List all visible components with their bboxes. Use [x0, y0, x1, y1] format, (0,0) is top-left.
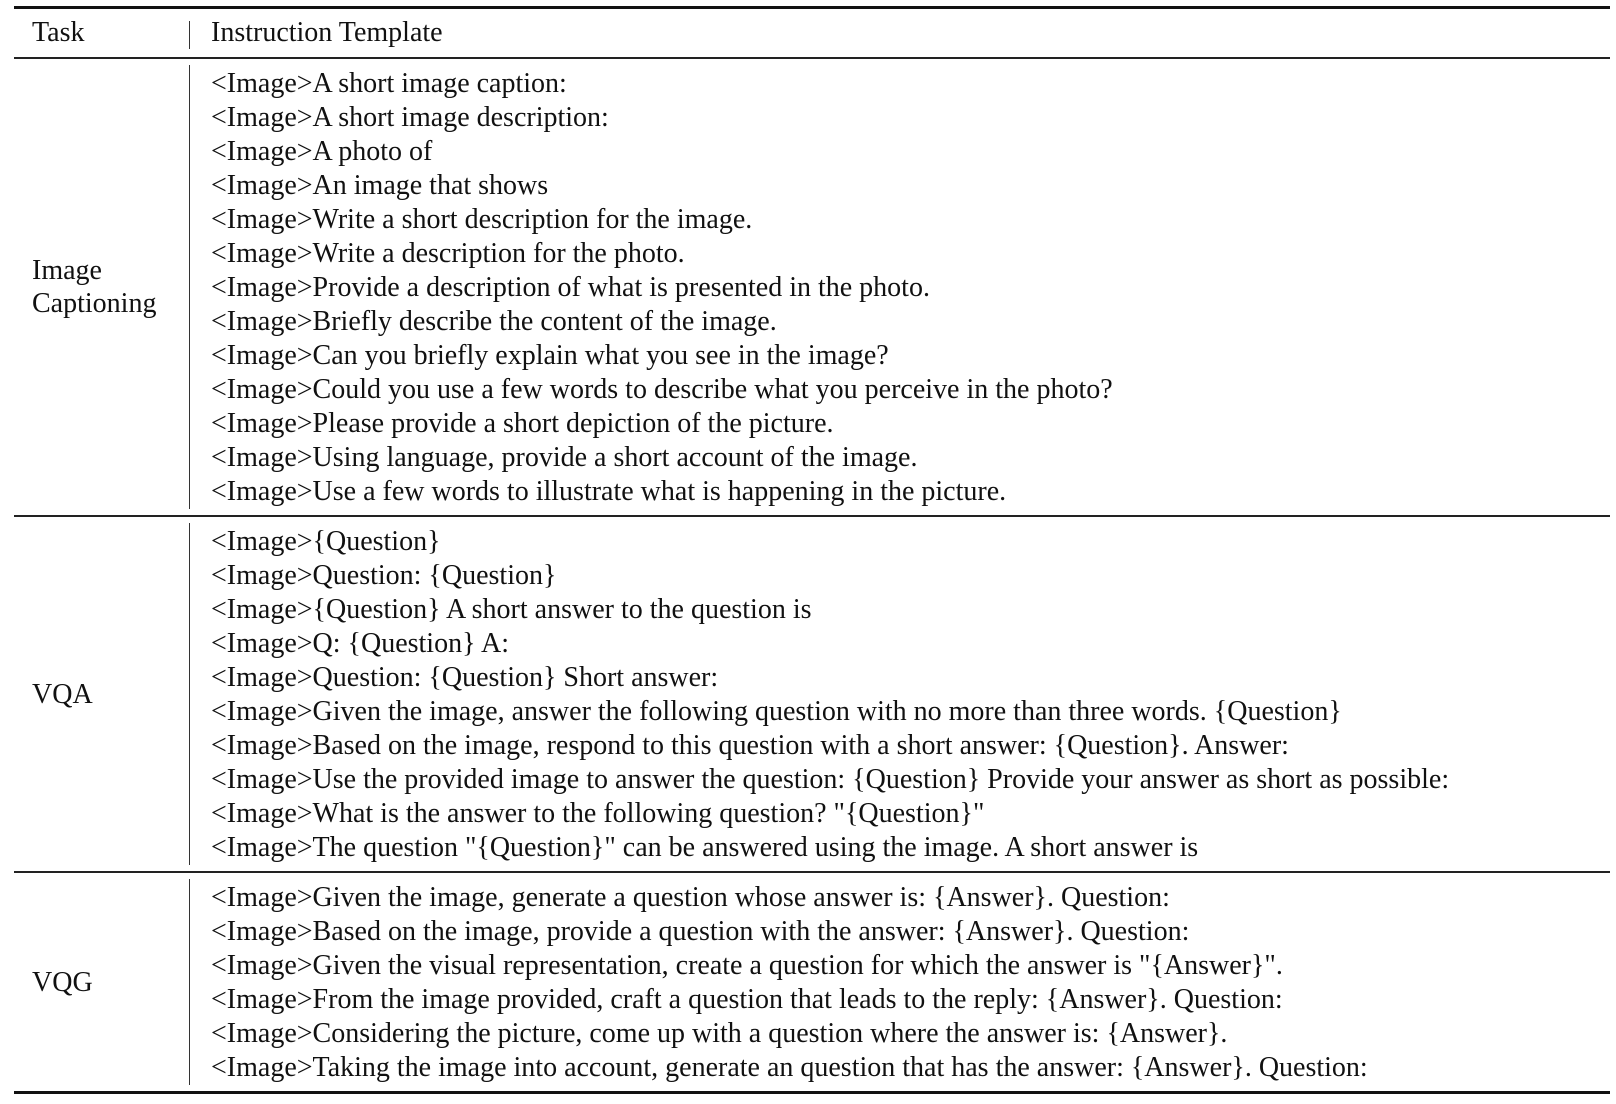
template-line: <Image>Given the image, answer the following question with no more than three words. {Question} — [211, 696, 1342, 727]
template-line: <Image>Briefly describe the content of the image. — [211, 306, 777, 337]
section-padding — [14, 509, 1610, 515]
section-vqg — [14, 873, 1610, 1091]
template-line: <Image>From the image provided, craft a question that leads to the reply: {Answer}. Question: — [211, 984, 1283, 1015]
column-separator — [189, 65, 190, 509]
column-separator — [189, 879, 190, 1085]
template-line: <Image>Use a few words to illustrate what is happening in the picture. — [211, 476, 1007, 507]
template-line: <Image>Use the provided image to answer the question: {Question} Provide your answer as short as possible: — [211, 764, 1450, 795]
template-line: <Image>Taking the image into account, generate an question that has the answer: {Answer}. Question: — [211, 1052, 1368, 1083]
section-padding — [14, 59, 1610, 67]
bottom-rule — [14, 1091, 1610, 1094]
template-line: <Image>Using language, provide a short account of the image. — [211, 442, 918, 473]
section-padding — [14, 873, 1610, 881]
task-label — [32, 678, 93, 711]
task-label — [32, 254, 156, 320]
template-line: <Image>Given the visual representation, create a question for which the answer is "{Answer}". — [211, 950, 1283, 981]
section-padding — [14, 865, 1610, 871]
template-line: <Image>Could you use a few words to describe what you perceive in the photo? — [211, 374, 1113, 405]
task-label-line: Captioning — [32, 288, 157, 319]
template-line: <Image>Given the image, generate a question whose answer is: {Answer}. Question: — [211, 882, 1170, 913]
template-line: <Image>Please provide a short depiction of the picture. — [211, 408, 834, 439]
template-line: <Image>Based on the image, provide a question with the answer: {Answer}. Question: — [211, 916, 1190, 947]
template-line: <Image>{Question} — [211, 526, 441, 557]
template-line: <Image>An image that shows — [211, 170, 549, 201]
template-line: <Image>A short image caption: — [211, 68, 567, 99]
template-line: <Image>Provide a description of what is presented in the photo. — [211, 272, 930, 303]
column-separator — [189, 21, 190, 49]
task-label — [32, 966, 93, 999]
section-padding — [14, 517, 1610, 525]
template-line: <Image>Question: {Question} Short answer: — [211, 662, 719, 693]
template-line: <Image>Considering the picture, come up with a question where the answer is: {Answer}. — [211, 1018, 1228, 1049]
template-line: <Image>Write a description for the photo. — [211, 238, 685, 269]
task-label-line: Image — [32, 255, 102, 286]
header-row — [14, 9, 1610, 57]
template-line: <Image>Write a short description for the image. — [211, 204, 753, 235]
template-line: <Image>Can you briefly explain what you see in the image? — [211, 340, 889, 371]
template-line: <Image>What is the answer to the following question? "{Question}" — [211, 798, 985, 829]
section-padding — [14, 1085, 1610, 1091]
template-line: <Image>Based on the image, respond to this question with a short answer: {Question}. Answer: — [211, 730, 1289, 761]
template-line: <Image>The question "{Question}" can be answered using the image. A short answer is — [211, 832, 1199, 863]
instruction-template-table — [14, 6, 1610, 1094]
column-separator — [189, 523, 190, 865]
template-line: <Image>{Question} A short answer to the question is — [211, 594, 812, 625]
section-vqa — [14, 517, 1610, 871]
task-label-line: VQA — [32, 679, 93, 710]
header-task: Task — [32, 17, 85, 48]
header-template: Instruction Template — [211, 17, 443, 48]
section-image-captioning — [14, 59, 1610, 515]
template-line: <Image>A photo of — [211, 136, 433, 167]
template-line: <Image>Q: {Question} A: — [211, 628, 509, 659]
template-line: <Image>Question: {Question} — [211, 560, 557, 591]
template-line: <Image>A short image description: — [211, 102, 609, 133]
task-label-line: VQG — [32, 967, 93, 998]
